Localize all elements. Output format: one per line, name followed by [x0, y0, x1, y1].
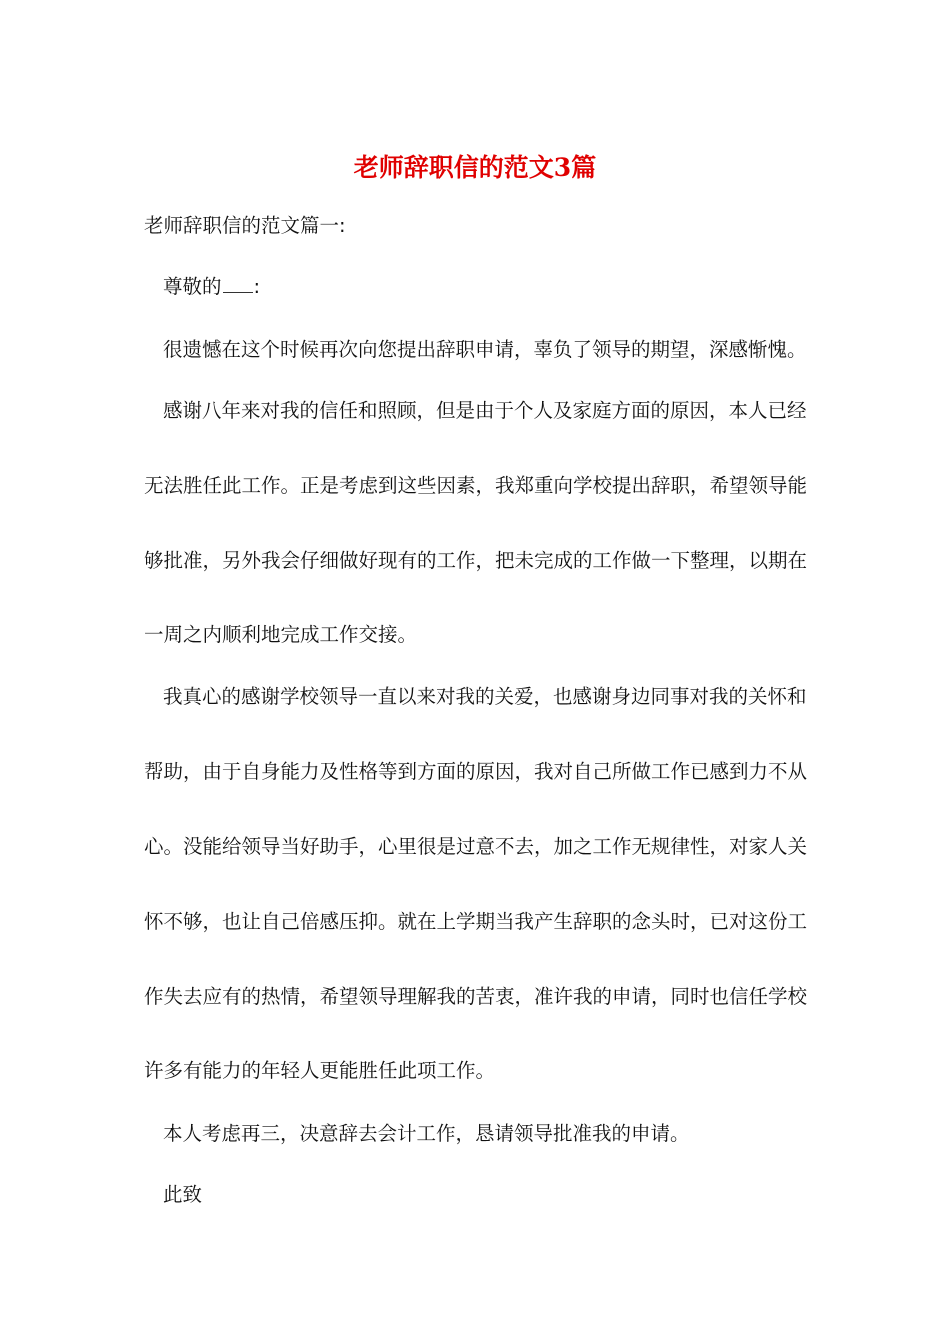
body-line: 一周之内顺利地完成工作交接。 [144, 623, 418, 646]
salutation [163, 272, 260, 302]
body-line: 作失去应有的热情，希望领导理解我的苦衷，准许我的申请，同时也信任学校 [144, 985, 808, 1008]
body-line: 很遗憾在这个时候再次向您提出辞职申请，辜负了领导的期望，深感惭愧。 [163, 338, 807, 361]
body-line: 感谢八年来对我的信任和照顾，但是由于个人及家庭方面的原因，本人已经 [163, 399, 807, 422]
body-line: 许多有能力的年轻人更能胜任此项工作。 [144, 1059, 496, 1082]
body-line: 本人考虑再三，决意辞去会计工作，恳请领导批准我的申请。 [163, 1122, 690, 1145]
body-line: 心。没能给领导当好助手，心里很是过意不去，加之工作无规律性，对家人关 [144, 835, 808, 858]
body-line: 我真心的感谢学校领导一直以来对我的关爱，也感谢身边同事对我的关怀和 [163, 685, 807, 708]
section-heading: 老师辞职信的范文篇一: [144, 214, 346, 237]
salutation-blank [223, 274, 253, 293]
closing-line: 此致 [163, 1183, 203, 1206]
body-line: 无法胜任此工作。正是考虑到这些因素，我郑重向学校提出辞职，希望领导能 [144, 474, 808, 497]
body-line: 怀不够，也让自己倍感压抑。就在上学期当我产生辞职的念头时，已对这份工 [144, 910, 808, 933]
body-line: 帮助，由于自身能力及性格等到方面的原因，我对自己所做工作已感到力不从 [144, 760, 808, 783]
salutation-suffix: : [253, 275, 261, 298]
salutation-prefix: 尊敬的 [163, 275, 222, 298]
body-line: 够批准，另外我会仔细做好现有的工作，把未完成的工作做一下整理，以期在 [144, 549, 808, 572]
document-title: 老师辞职信的范文3篇 [353, 153, 597, 182]
